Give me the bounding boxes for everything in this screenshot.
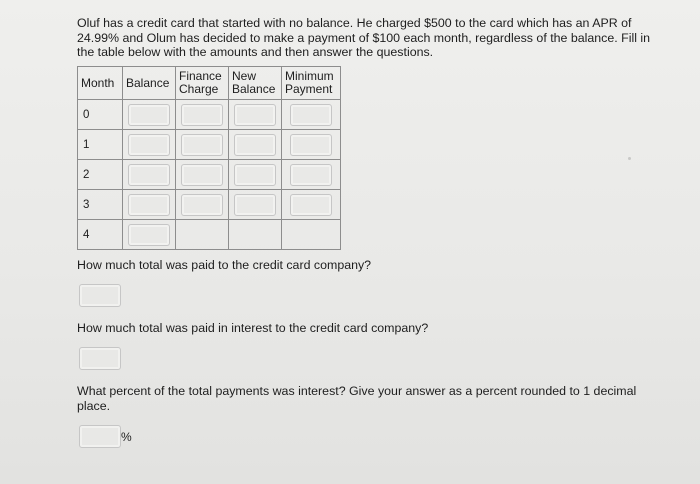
new-balance-input[interactable] (234, 194, 276, 216)
new-balance-input[interactable] (234, 134, 276, 156)
table-row (78, 190, 341, 220)
header-finance-charge: Finance Charge (176, 67, 229, 100)
table-row (78, 130, 341, 160)
finance-charge-input[interactable] (181, 194, 223, 216)
finance-charge-input[interactable] (181, 134, 223, 156)
balance-input[interactable] (128, 224, 170, 246)
percent-interest-input[interactable] (79, 425, 121, 448)
minimum-payment-input[interactable] (290, 164, 332, 186)
header-new-balance: New Balance (229, 67, 282, 100)
empty-cell (176, 220, 229, 250)
table-row (78, 100, 341, 130)
balance-input[interactable] (128, 194, 170, 216)
total-interest-input[interactable] (79, 347, 121, 370)
credit-card-table (77, 66, 341, 250)
question-percent-interest: What percent of the total payments was interest? Give your answer as a percent rounded to 1 decimal place. (77, 384, 637, 413)
minimum-payment-input[interactable] (290, 194, 332, 216)
month-cell: 0 (78, 100, 123, 130)
question-total-paid: How much total was paid to the credit card company? (77, 258, 372, 272)
minimum-payment-input[interactable] (290, 134, 332, 156)
table-row (78, 160, 341, 190)
table-row (78, 220, 341, 250)
new-balance-input[interactable] (234, 164, 276, 186)
minimum-payment-input[interactable] (290, 104, 332, 126)
new-balance-input[interactable] (234, 104, 276, 126)
problem-statement: Oluf has a credit card that started with no balance. He charged $500 to the card which has an APR of 24.99% and Olum has decided to make a payment of $100 each month, regardless of the balance. Fill in the table below with the amounts and then answer the questions. (77, 16, 651, 59)
finance-charge-input[interactable] (181, 164, 223, 186)
header-balance: Balance (123, 67, 176, 100)
balance-input[interactable] (128, 164, 170, 186)
total-paid-input[interactable] (79, 284, 121, 307)
balance-input[interactable] (128, 134, 170, 156)
month-cell: 4 (78, 220, 123, 250)
percent-unit: % (121, 430, 132, 444)
month-cell: 1 (78, 130, 123, 160)
empty-cell (229, 220, 282, 250)
empty-cell (282, 220, 341, 250)
background-dot (628, 157, 631, 160)
table-header-row (78, 67, 341, 100)
month-cell: 2 (78, 160, 123, 190)
question-total-interest: How much total was paid in interest to the credit card company? (77, 321, 429, 335)
header-minimum-payment: Minimum Payment (282, 67, 341, 100)
finance-charge-input[interactable] (181, 104, 223, 126)
balance-input[interactable] (128, 104, 170, 126)
month-cell: 3 (78, 190, 123, 220)
header-month: Month (78, 67, 123, 100)
